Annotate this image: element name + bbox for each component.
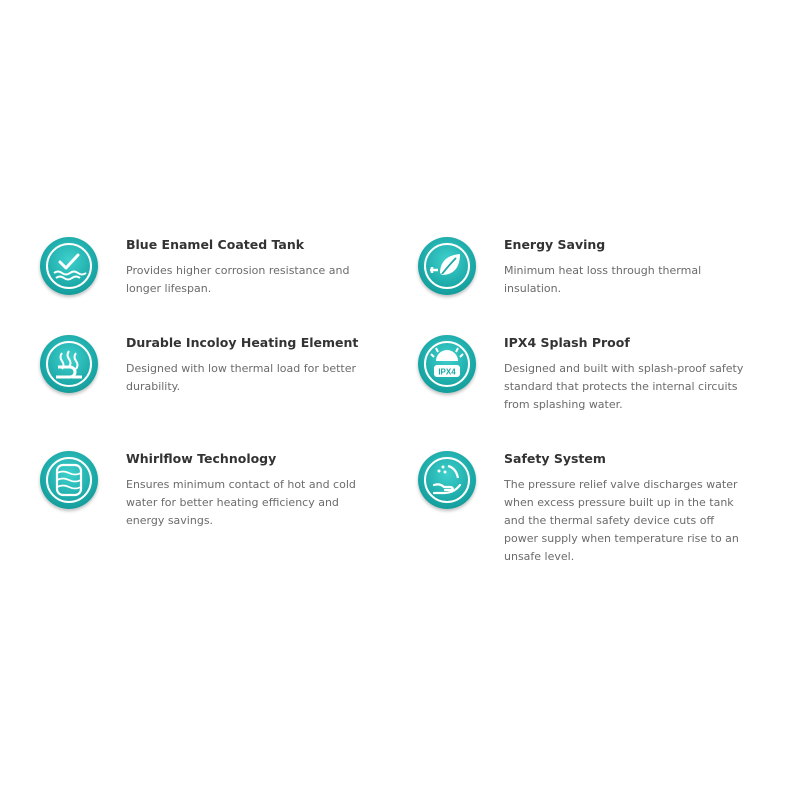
safety-hand-icon (418, 451, 476, 509)
feature-description: Provides higher corrosion resistance and longer lifespan. (126, 264, 350, 295)
feature-title: IPX4 Splash Proof (504, 335, 630, 350)
feature-description: Designed and built with splash-proof safety standard that protects the internal circuits from splashing water. (504, 362, 744, 411)
feature-title: Safety System (504, 451, 606, 466)
heating-element-icon (40, 335, 98, 393)
ipx4-splash-icon (418, 335, 476, 393)
feature-title: Whirlflow Technology (126, 451, 277, 466)
tank-check-icon (40, 237, 98, 295)
leaf-plug-icon (418, 237, 476, 295)
feature-description: Designed with low thermal load for better durability. (126, 362, 357, 393)
feature-description: The pressure relief valve discharges water when excess pressure built up in the tank and the thermal safety device cuts off power supply when temperature rise to an unsafe level. (504, 478, 739, 563)
feature-description: Ensures minimum contact of hot and cold water for better heating efficiency and energy savings. (126, 478, 356, 527)
whirlflow-icon (40, 451, 98, 509)
feature-description: Minimum heat loss through thermal insulation. (504, 264, 702, 295)
ipx4-badge-text: IPX4 (438, 367, 456, 377)
feature-title: Durable Incoloy Heating Element (126, 335, 359, 350)
feature-title: Energy Saving (504, 237, 606, 252)
feature-title: Blue Enamel Coated Tank (126, 237, 305, 252)
